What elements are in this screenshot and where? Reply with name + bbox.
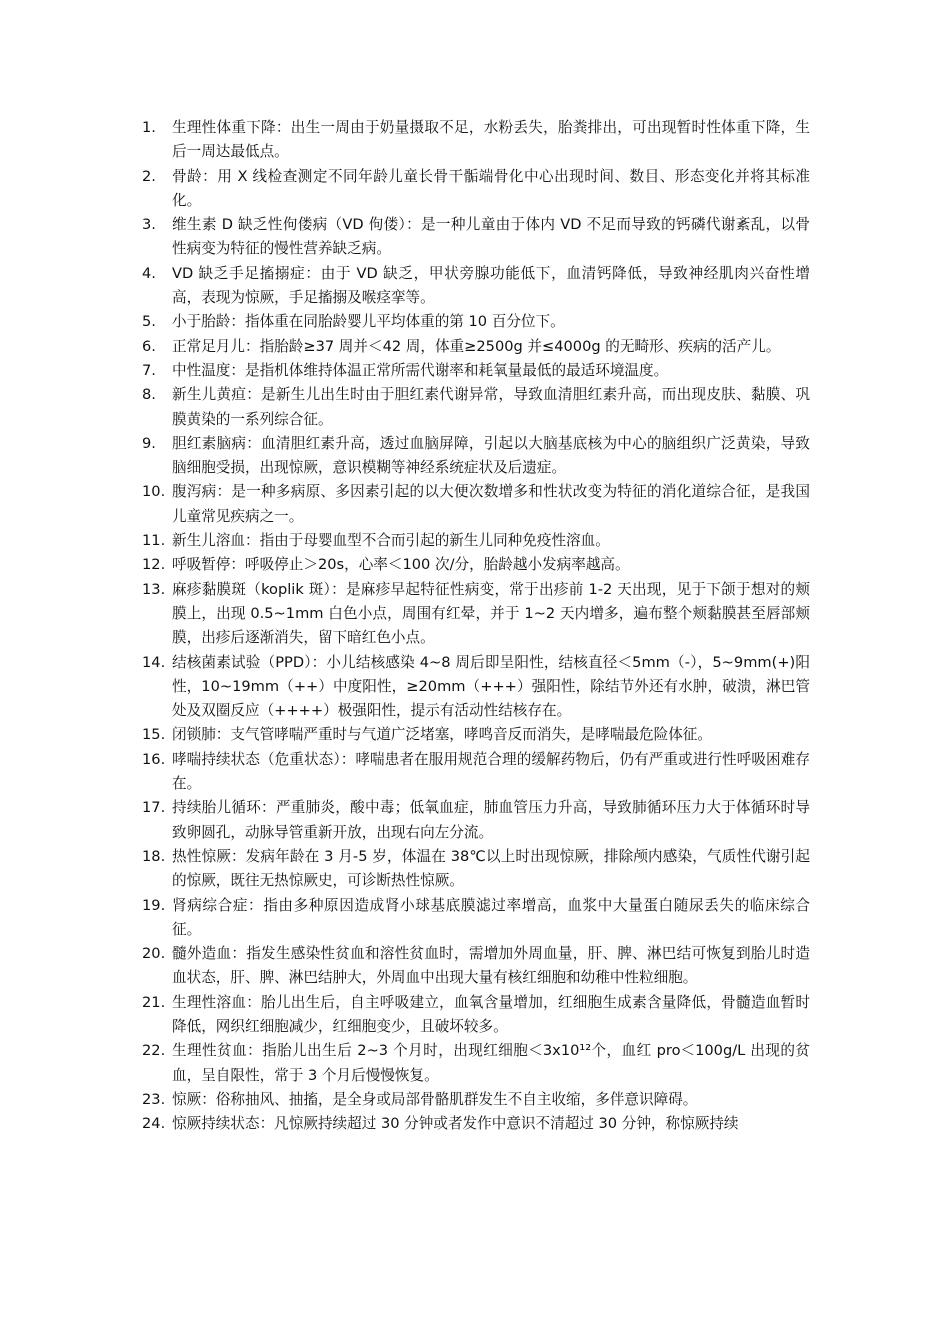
list-item-text: 生理性溶血：胎儿出生后，自主呼吸建立，血氧含量增加，红细胞生成素含量降低，骨髓造血暂时降低，网织红细胞减少，红细胞变少，且破坏较多。 (172, 993, 810, 1035)
list-item-number: 22. (142, 1042, 166, 1060)
list-item (142, 651, 810, 724)
list-item-number: 19. (142, 896, 166, 914)
list-item-text: 哮喘持续状态（危重状态）：哮喘患者在服用规范合理的缓解药物后，仍有严重或进行性呼吸困难存在。 (172, 750, 810, 793)
list-item-number: 20. (142, 945, 166, 963)
list-item-number: 9. (142, 434, 156, 452)
list-item-number: 17. (142, 799, 166, 817)
list-item-text: 中性温度：是指机体维持体温正常所需代谢率和耗氧量最低的最适环境温度。 (172, 361, 669, 379)
list-item (142, 116, 810, 165)
list-item-text: 小于胎龄：指体重在同胎龄婴儿平均体重的第 10 百分位下。 (172, 313, 565, 331)
list-item-text: 生理性体重下降：出生一周由于奶量摄取不足，水粉丢失，胎粪排出，可出现暂时性体重下降，生后一周达最低点。 (172, 119, 810, 161)
list-item-number: 18. (142, 847, 166, 865)
list-item-number: 2. (142, 167, 156, 185)
list-item-text: 胆红素脑病：血清胆红素升高，透过血脑屏障，引起以大脑基底核为中心的脑组织广泛黄染，导致脑细胞受损，出现惊厥，意识模糊等神经系统症状及后遗症。 (172, 434, 810, 477)
list-item-text: 结核菌素试验（PPD）：小儿结核感染 4~8 周后即呈阳性，结核直径＜5mm（-），5~9mm(+)阳性，10~19mm（++）中度阳性，≥20mm（+++）强阳性，除结节外还有水肿，破溃，淋巴管处及双圈反应（++++）极强阳性，提示有活动性结核存在。 (172, 653, 810, 720)
list-item-text: 热性惊厥：发病年龄在 3 月-5 岁，体温在 38℃以上时出现惊厥，排除颅内感染，气质性代谢引起的惊厥，既往无热惊厥史，可诊断热性惊厥。 (172, 847, 810, 890)
list-item-number: 6. (142, 337, 156, 355)
list-item-number: 21. (142, 993, 166, 1011)
list-item-number: 23. (142, 1090, 166, 1108)
list-item (142, 213, 810, 262)
list-item (142, 748, 810, 797)
list-item-text: 惊厥：俗称抽风、抽搐，是全身或局部骨骼肌群发生不自主收缩，多伴意识障碍。 (172, 1090, 698, 1108)
list-item-text: 髓外造血：指发生感染性贫血和溶性贫血时，需增加外周血量，肝、脾、淋巴结可恢复到胎儿时造血状态，肝、脾、淋巴结肿大，外周血中出现大量有核红细胞和幼稚中性粒细胞。 (172, 945, 810, 987)
list-item (142, 480, 810, 529)
definition-list (142, 116, 810, 1136)
list-item (142, 359, 810, 383)
list-item-text: 新生儿黄疸：是新生儿出生时由于胆红素代谢异常，导致血清胆红素升高，而出现皮肤、黏膜、巩膜黄染的一系列综合征。 (172, 386, 810, 428)
list-item-number: 3. (142, 216, 156, 234)
list-item (142, 723, 810, 747)
list-item-text: 持续胎儿循环：严重肺炎，酸中毒；低氧血症，肺血管压力升高，导致肺循环压力大于体循环时导致卵圆孔，动脉导管重新开放，出现右向左分流。 (172, 799, 810, 841)
list-item (142, 796, 810, 845)
list-item (142, 894, 810, 943)
list-item-number: 24. (142, 1115, 166, 1133)
list-item-number: 10. (142, 483, 166, 501)
list-item-text: 新生儿溶血：指由于母婴血型不合而引起的新生儿同种免疫性溶血。 (172, 532, 610, 550)
list-item-number: 13. (142, 580, 166, 598)
list-item-number: 12. (142, 556, 166, 574)
list-item-number: 16. (142, 750, 166, 768)
list-item-text: 惊厥持续状态：凡惊厥持续超过 30 分钟或者发作中意识不清超过 30 分钟，称惊厥持续 (172, 1115, 739, 1133)
list-item (142, 1039, 810, 1088)
list-item (142, 553, 810, 577)
list-item (142, 432, 810, 481)
list-item-text: 肾病综合症：指由多种原因造成肾小球基底膜滤过率增高，血浆中大量蛋白随尿丢失的临床综合征。 (172, 896, 810, 938)
list-item-number: 8. (142, 386, 156, 404)
list-item-number: 1. (142, 119, 156, 136)
list-item-number: 5. (142, 313, 156, 331)
list-item-text: 骨龄：用 X 线检查测定不同年龄儿童长骨干骺端骨化中心出现时间、数目、形态变化并将其标准化。 (172, 167, 810, 209)
list-item-number: 11. (142, 532, 166, 550)
list-item-number: 15. (142, 726, 166, 744)
list-item-text: 闭锁肺：支气管哮喘严重时与气道广泛堵塞，哮鸣音反而消失，是哮喘最危险体征。 (172, 726, 712, 744)
list-item (142, 578, 810, 651)
list-item-text: 生理性贫血：指胎儿出生后 2~3 个月时，出现红细胞＜3x10¹²个，血红 pro＜100g/L 出现的贫血，呈自限性，常于 3 个月后慢慢恢复。 (172, 1042, 810, 1084)
list-item-number: 4. (142, 264, 156, 282)
list-item (142, 845, 810, 894)
list-item-number: 7. (142, 361, 156, 379)
list-item-text: 正常足月儿：指胎龄≥37 周并＜42 周，体重≥2500g 并≤4000g 的无畸形、疾病的活产儿。 (172, 337, 781, 355)
list-item-text: 维生素 D 缺乏性佝偻病（VD 佝偻）：是一种儿童由于体内 VD 不足而导致的钙磷代谢紊乱，以骨性病变为特征的慢性营养缺乏病。 (172, 216, 810, 258)
list-item (142, 991, 810, 1040)
list-item (142, 262, 810, 311)
list-item (142, 165, 810, 214)
list-item (142, 383, 810, 432)
list-item-text: 麻疹黏膜斑（koplik 斑）：是麻疹早起特征性病变，常于出疹前 1-2 天出现，见于下颌于想对的颊膜上，出现 0.5~1mm 白色小点，周围有红晕，并于 1~2 天内增多，遍布整个颊黏膜甚至唇部颊膜，出疹后逐渐消失，留下暗红色小点。 (172, 580, 810, 647)
list-item (142, 529, 810, 553)
list-item (142, 1088, 810, 1112)
list-item-text: 腹泻病：是一种多病原、多因素引起的以大便次数增多和性状改变为特征的消化道综合征，是我国儿童常见疾病之一。 (172, 483, 810, 525)
list-item (142, 310, 810, 334)
list-item-text: VD 缺乏手足搐搦症：由于 VD 缺乏，甲状旁腺功能低下，血清钙降低，导致神经肌肉兴奋性增高，表现为惊厥，手足搐搦及喉痉挛等。 (172, 264, 810, 307)
list-item (142, 335, 810, 359)
list-item (142, 942, 810, 991)
list-item-text: 呼吸暂停：呼吸停止＞20s，心率＜100 次/分，胎龄越小发病率越高。 (172, 556, 630, 574)
list-item-number: 14. (142, 653, 166, 671)
list-item (142, 1112, 810, 1136)
